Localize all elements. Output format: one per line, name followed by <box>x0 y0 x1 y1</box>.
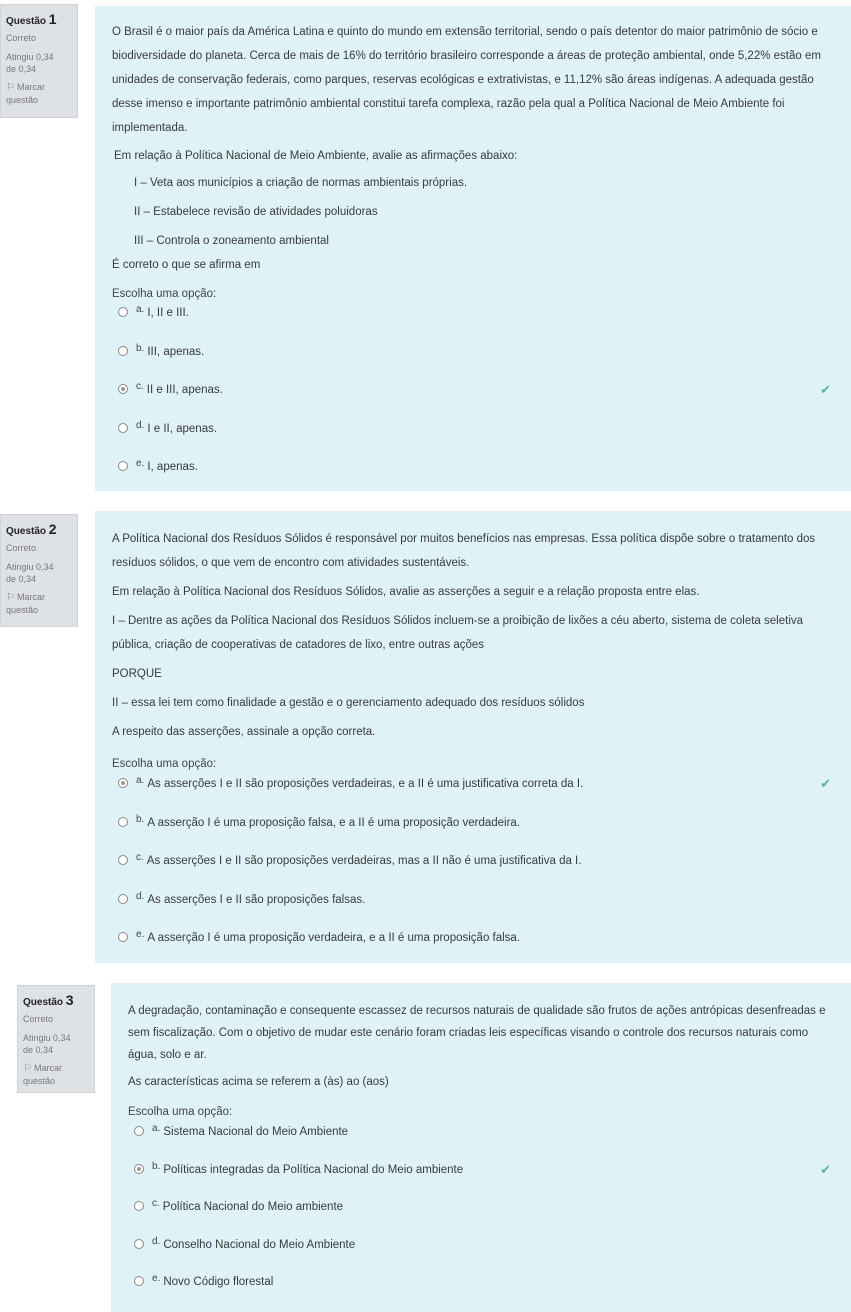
connector-porque: PORQUE <box>112 668 162 680</box>
radio-button[interactable] <box>134 1276 144 1286</box>
question-text: A degradação, contaminação e consequente escassez de recursos naturais de qualidade são frutos de ações antrópicas desenfreadas e sem fiscalização. Com o objetivo de mudar este cenário foram criadas leis específicas visando o controle dos recursos naturais como água, solo e ar. <box>128 1005 826 1061</box>
radio-button[interactable] <box>118 423 128 433</box>
assertion-2: II – essa lei tem como finalidade a gestão e o gerenciamento adequado dos resíduos sólidos <box>112 697 585 709</box>
statement-2: II – Estabelece revisão de atividades poluidoras <box>134 206 378 218</box>
answer-prompt: Escolha uma opção: <box>112 288 217 300</box>
answer-options <box>112 305 835 498</box>
option-d[interactable]: d. Conselho Nacional do Meio Ambiente <box>128 1237 835 1275</box>
radio-button[interactable] <box>118 817 128 827</box>
option-e[interactable]: e. A asserção I é uma proposição verdadeira, e a II é uma proposição falsa. <box>112 930 835 969</box>
option-e[interactable]: e. Novo Código florestal <box>128 1274 835 1312</box>
option-a[interactable]: a. As asserções I e II são proposições verdadeiras, e a II é uma justificativa correta da I. ✔ <box>112 776 835 815</box>
question-number: Questão 3 <box>23 992 74 1008</box>
radio-button[interactable] <box>118 855 128 865</box>
radio-button-selected[interactable] <box>134 1164 144 1174</box>
option-c[interactable]: c. As asserções I e II são proposições verdadeiras, mas a II não é uma justificativa da I. <box>112 853 835 892</box>
question-number: Questão 2 <box>6 521 57 537</box>
radio-button[interactable] <box>134 1126 144 1136</box>
answer-prompt: Escolha uma opção: <box>128 1106 233 1118</box>
question-text: As características acima se referem a (às) ao (aos) <box>128 1076 389 1088</box>
question-info-1 <box>0 4 78 118</box>
question-state: Correto <box>6 543 37 553</box>
option-d[interactable]: d. I e II, apenas. <box>112 421 835 460</box>
question-info-2 <box>0 514 78 627</box>
option-c[interactable]: c. II e III, apenas. ✔ <box>112 382 835 421</box>
radio-button[interactable] <box>134 1239 144 1249</box>
question-info-3 <box>17 985 95 1093</box>
radio-button-selected[interactable] <box>118 384 128 394</box>
question-state: Correto <box>23 1014 54 1024</box>
flag-icon: ⚐ <box>23 1063 32 1074</box>
radio-button[interactable] <box>134 1201 144 1211</box>
question-state: Correto <box>6 33 37 43</box>
radio-button[interactable] <box>118 346 128 356</box>
option-d[interactable]: d. As asserções I e II são proposições falsas. <box>112 892 835 931</box>
option-b[interactable]: b. A asserção I é uma proposição falsa, e a II é uma proposição verdadeira. <box>112 815 835 854</box>
answer-options <box>128 1124 835 1312</box>
flag-icon: ⚐ <box>6 592 15 603</box>
question-content-1 <box>95 6 851 491</box>
statement-1: I – Veta aos municípios a criação de normas ambientais próprias. <box>134 177 468 189</box>
statement-3: III – Controla o zoneamento ambiental <box>134 235 329 247</box>
flag-question-link[interactable]: ⚐ Marcar questão <box>23 1063 62 1086</box>
flag-question-link[interactable]: ⚐ Marcar questão <box>6 82 45 105</box>
option-b[interactable]: b. III, apenas. <box>112 344 835 383</box>
question-text: É correto o que se afirma em <box>112 259 261 271</box>
option-b[interactable]: b. Políticas integradas da Política Nacional do Meio ambiente ✔ <box>128 1162 835 1200</box>
question-text: Em relação à Política Nacional de Meio Ambiente, avalie as afirmações abaixo: <box>114 150 518 162</box>
option-a[interactable]: a. Sistema Nacional do Meio Ambiente <box>128 1124 835 1162</box>
flag-icon: ⚐ <box>6 82 15 93</box>
option-e[interactable]: e. I, apenas. <box>112 459 835 498</box>
question-grade: Atingiu 0,34 de 0,34 <box>6 562 54 584</box>
radio-button[interactable] <box>118 461 128 471</box>
question-text: A respeito das asserções, assinale a opção correta. <box>112 726 376 738</box>
assertion-1: I – Dentre as ações da Política Nacional dos Resíduos Sólidos incluem-se a proibição de lixões a céu aberto, sistema de coleta seletiva pública, criação de cooperativas de catadores de lixo, entre outras ações <box>112 615 804 651</box>
radio-button[interactable] <box>118 307 128 317</box>
answer-prompt: Escolha uma opção: <box>112 758 217 770</box>
question-grade: Atingiu 0,34 de 0,34 <box>23 1033 71 1055</box>
question-number: Questão 1 <box>6 11 57 27</box>
radio-button[interactable] <box>118 894 128 904</box>
check-icon: ✔ <box>820 776 831 791</box>
question-text: O Brasil é o maior país da América Latina e quinto do mundo em extensão territorial, sendo o país detentor do maior patrimônio de sócio e biodiversidade do planeta. Cerca de mais de 16% do território brasileiro corresponde a áreas de proteção ambiental, onde 5,22% estão em unidades de conservação federais, como parques, reservas ecológicas e extrativistas, e 11,12% são áreas indígenas. A adequada gestão desse imenso e importante patrimônio ambiental constitui tarefa complexa, razão pela qual a Política Nacional de Meio Ambiente foi implementada. <box>112 26 821 134</box>
radio-button-selected[interactable] <box>118 778 128 788</box>
radio-button[interactable] <box>118 932 128 942</box>
flag-question-link[interactable]: ⚐ Marcar questão <box>6 592 45 615</box>
question-content-2 <box>95 511 851 963</box>
question-text: A Política Nacional dos Resíduos Sólidos é responsável por muitos benefícios nas empresas. Essa política dispõe sobre o tratamento dos resíduos sólidos, o que vem de encontro com atividades sustentáveis. <box>112 533 816 569</box>
check-icon: ✔ <box>820 1161 831 1177</box>
question-text: Em relação à Política Nacional dos Resíduos Sólidos, avalie as asserções a seguir e a relação proposta entre elas. <box>112 586 700 598</box>
option-c[interactable]: c. Política Nacional do Meio ambiente <box>128 1199 835 1237</box>
option-a[interactable]: a. I, II e III. <box>112 305 835 344</box>
answer-options <box>112 776 835 969</box>
check-icon: ✔ <box>820 382 831 397</box>
question-content-3 <box>111 983 851 1312</box>
question-grade: Atingiu 0,34 de 0,34 <box>6 52 54 74</box>
